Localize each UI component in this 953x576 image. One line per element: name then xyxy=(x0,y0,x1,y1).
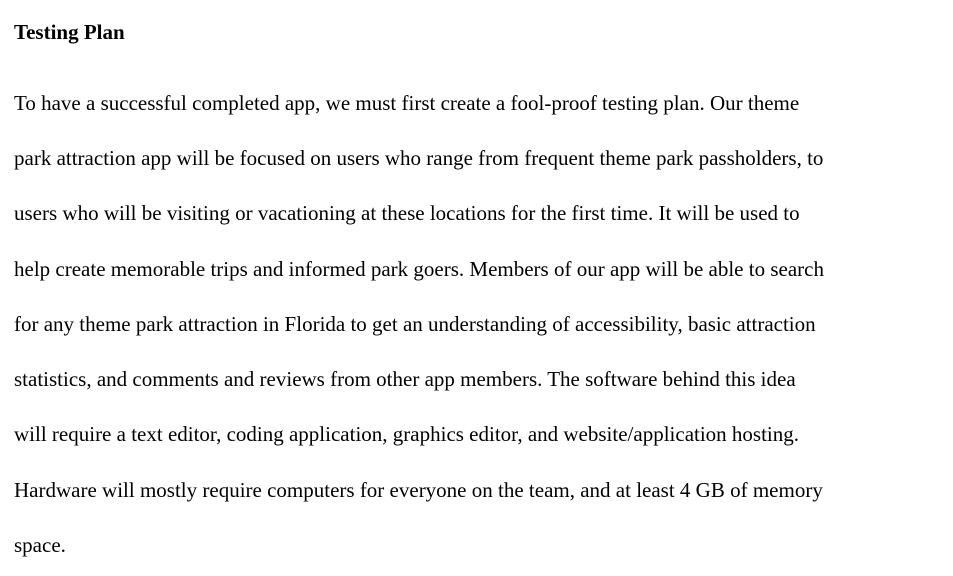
paragraph-line: will require a text editor, coding application, graphics editor, and website/application hosting. xyxy=(14,422,800,446)
paragraph-line: for any theme park attraction in Florida to get an understanding of accessibility, basic attraction xyxy=(14,312,816,336)
section-heading: Testing Plan xyxy=(14,20,125,44)
paragraph-line: Hardware will mostly require computers for everyone on the team, and at least 4 GB of memory xyxy=(14,478,823,502)
paragraph-line: statistics, and comments and reviews from other app members. The software behind this idea xyxy=(14,367,796,391)
paragraph-line: To have a successful completed app, we must first create a fool-proof testing plan. Our theme xyxy=(14,91,800,115)
paragraph-line: users who will be visiting or vacationing at these locations for the first time. It will be used to xyxy=(14,201,800,225)
paragraph-line: park attraction app will be focused on users who range from frequent theme park passholders, to xyxy=(14,146,824,170)
paragraph-line: help create memorable trips and informed park goers. Members of our app will be able to search xyxy=(14,257,824,281)
paragraph-line: space. xyxy=(14,533,66,557)
